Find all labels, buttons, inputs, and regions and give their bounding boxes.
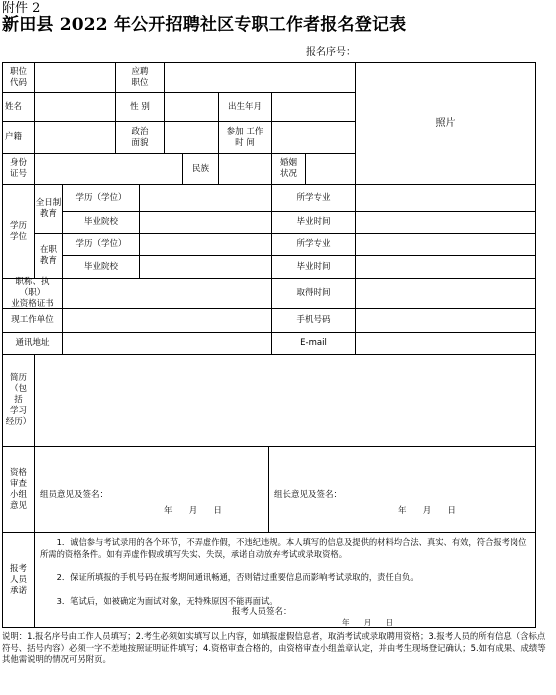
attachment-label: 附件 2 — [2, 1, 41, 16]
review-group-label: 资格 审查 小组 意见 — [9, 467, 27, 511]
obtain-time-label: 取得时间 — [296, 288, 331, 298]
address-label: 通讯地址 — [15, 338, 50, 348]
commitment-item-3: 3．笔试后，如被确定为面试对象，无特殊原因不能再面试。 — [56, 596, 278, 606]
leader-opinion-label: 组长意见及签名： — [274, 490, 343, 500]
birth-label: 出生年月 — [227, 101, 262, 112]
resume-label: 简历 （包 括 学习 经历） — [5, 373, 32, 427]
name-label: 姓名 — [5, 101, 23, 112]
signature-date: 年 月 日 — [342, 618, 394, 627]
employer-field[interactable] — [63, 309, 271, 332]
qualification-label: 职称、执（职） 业资格证书 — [11, 277, 54, 309]
fulltime-education-label: 全日制 教育 — [35, 198, 62, 219]
political-label: 政治 面貌 — [131, 126, 149, 148]
inservice-school-label: 毕业院校 — [83, 261, 118, 272]
email-field[interactable] — [356, 333, 535, 354]
inservice-degree-label: 学历（学位） — [75, 239, 127, 249]
education-degree-label: 学历 学位 — [9, 220, 27, 242]
birth-field[interactable] — [272, 93, 355, 121]
member-opinion-label: 组员意见及签名： — [40, 490, 109, 500]
fulltime-major-label: 所学专业 — [296, 192, 331, 203]
fulltime-grad-time-label: 毕业时间 — [296, 217, 331, 227]
fulltime-degree-field[interactable] — [140, 185, 271, 211]
fulltime-school-field[interactable] — [140, 212, 271, 233]
qualification-field[interactable] — [63, 279, 271, 308]
explanation-note: 说明：1.报名序号由工作人员填写；2.考生必须如实填写以上内容，如填报虚假信息者，取消考试或录取聘用资格；3.报考人员的所有信息（含标点符号、括号内容）必须一字不差地按照证明证件填写；4.资格审查合格的，由资格审查小组盖章认定，并由考生现场登记确认；5.如有成果、成绩等其他需说明的情况可另附页。 — [2, 631, 546, 665]
household-field[interactable] — [35, 122, 115, 153]
ethnicity-field[interactable] — [219, 154, 271, 184]
political-field[interactable] — [165, 122, 218, 153]
inservice-degree-field[interactable] — [140, 234, 271, 255]
inservice-grad-time-label: 毕业时间 — [296, 261, 331, 272]
inservice-school-field[interactable] — [140, 256, 271, 278]
phone-label: 手机号码 — [296, 315, 331, 325]
household-label: 户籍 — [5, 132, 23, 142]
phone-field[interactable] — [356, 309, 535, 332]
email-label: E-mail — [300, 338, 327, 348]
commitment-label: 报考 人员 承诺 — [9, 563, 27, 596]
inservice-major-label: 所学专业 — [296, 239, 331, 249]
form-title: 新田县 2022 年公开招聘社区专职工作者报名登记表 — [2, 15, 407, 35]
gender-field[interactable] — [165, 93, 218, 121]
employer-label: 现工作单位 — [11, 315, 54, 325]
post-code-label: 职位 代码 — [9, 66, 27, 88]
inservice-grad-time-field[interactable] — [356, 256, 535, 278]
member-date: 年 月 日 — [164, 506, 222, 516]
registration-number-label: 报名序号： — [306, 47, 356, 58]
resume-field[interactable] — [35, 355, 535, 446]
work-date-field[interactable] — [272, 122, 355, 153]
id-number-label: 身份 证号 — [9, 158, 27, 179]
apply-post-label: 应聘 职位 — [131, 66, 149, 88]
work-date-label: 参加 工作 时 间 — [226, 126, 264, 148]
post-code-field[interactable] — [35, 63, 115, 92]
fulltime-degree-label: 学历（学位） — [75, 192, 127, 203]
signature-label: 报考人员签名： — [232, 607, 292, 617]
commitment-item-1: 1．诚信参与考试录用的各个环节，不弄虚作假，不违纪违规。本人填写的信息及提供的材料均合法、真实、有效，符合报考岗位所需的资格条件。如有弄虚作假或填写失实、失误，承诺自动放弃考试或录取资格。 — [40, 537, 527, 559]
id-number-field[interactable] — [35, 154, 182, 184]
fulltime-major-field[interactable] — [356, 185, 535, 211]
address-field[interactable] — [63, 333, 271, 354]
commitment-item-2: 2．保证所填报的手机号码在报考期间通讯畅通，否则错过重要信息而影响考试录取的，责任自负。 — [56, 572, 419, 582]
apply-post-field[interactable] — [165, 63, 355, 92]
marital-field[interactable] — [306, 154, 355, 184]
fulltime-school-label: 毕业院校 — [83, 217, 118, 227]
leader-date: 年 月 日 — [398, 506, 456, 516]
inservice-education-label: 在职 教育 — [39, 245, 57, 266]
inservice-major-field[interactable] — [356, 234, 535, 255]
marital-label: 婚姻 状况 — [279, 158, 297, 179]
photo-box[interactable]: 照片 — [435, 118, 456, 129]
ethnicity-label: 民族 — [191, 163, 209, 174]
obtain-time-field[interactable] — [356, 279, 535, 308]
gender-label: 性 别 — [130, 101, 150, 112]
name-field[interactable] — [35, 93, 115, 121]
fulltime-grad-time-field[interactable] — [356, 212, 535, 233]
